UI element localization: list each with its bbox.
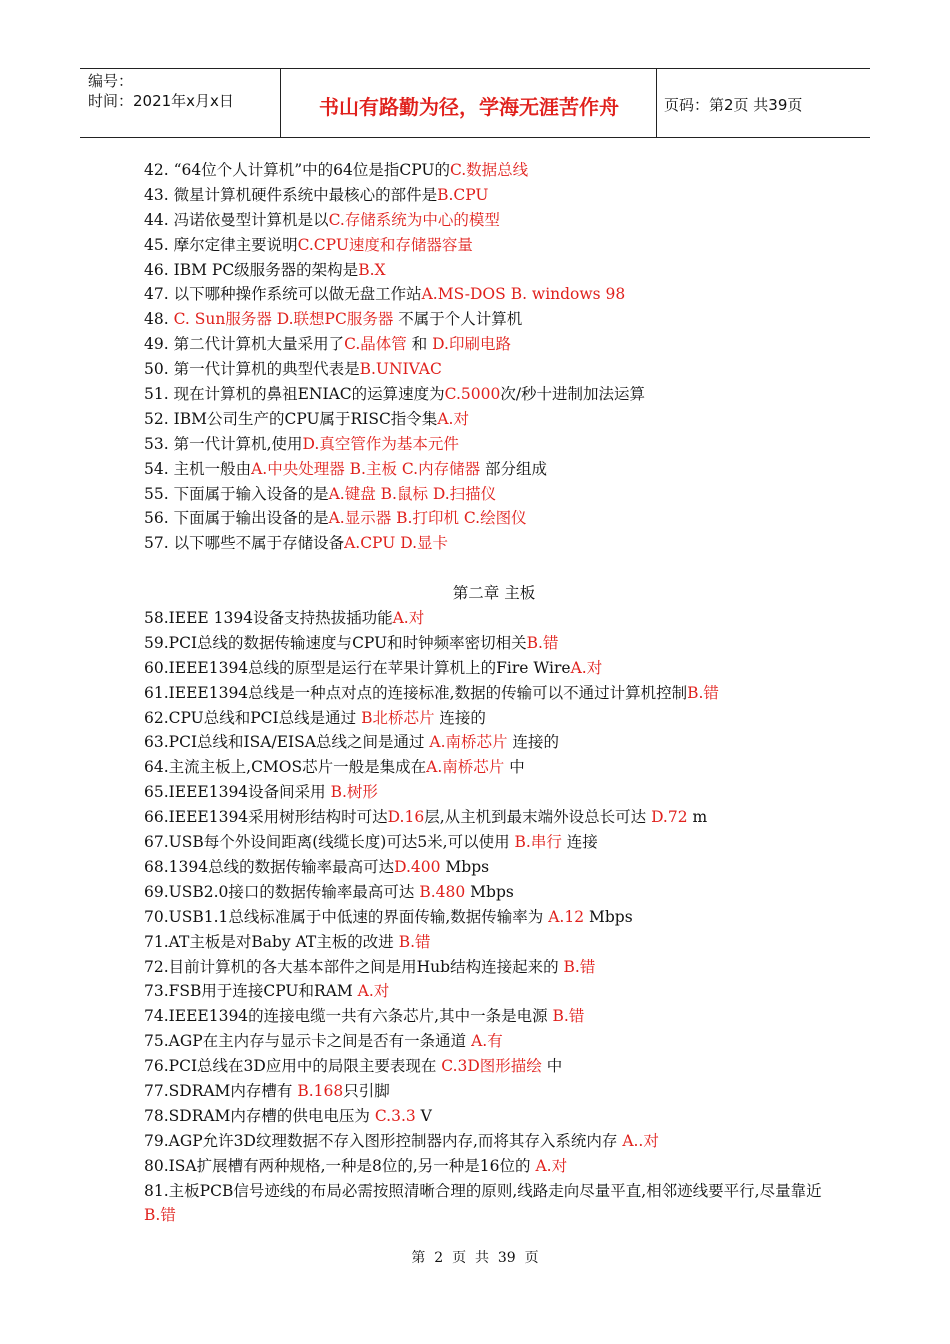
answer-text: C.晶体管 bbox=[344, 335, 407, 354]
question-line bbox=[144, 755, 824, 780]
answer-text: B.480 bbox=[419, 882, 466, 901]
question-line bbox=[144, 730, 824, 755]
question-line bbox=[144, 1129, 824, 1154]
question-text: 55. 下面属于输入设备的是 bbox=[144, 484, 329, 503]
question-line bbox=[144, 1029, 824, 1054]
question-text: 70.USB1.1总线标准属于中低速的界面传输,数据传输率为 bbox=[144, 907, 549, 926]
question-line bbox=[144, 1104, 824, 1129]
answer-text: C.5000 bbox=[444, 385, 501, 404]
question-text: 48. bbox=[144, 310, 174, 329]
question-text: 43. 微星计算机硬件系统中最核心的部件是 bbox=[144, 185, 438, 204]
question-text: 71.AT主板是对Baby AT主板的改进 bbox=[144, 932, 399, 951]
question-text: 62.CPU总线和PCI总线是通过 bbox=[144, 708, 362, 727]
question-line bbox=[144, 457, 824, 482]
answer-text: A.南桥芯片 bbox=[429, 733, 508, 752]
answer-text: B.UNIVAC bbox=[359, 360, 442, 379]
question-line bbox=[144, 706, 824, 731]
question-text: 56. 下面属于输出设备的是 bbox=[144, 509, 329, 528]
question-line bbox=[144, 1179, 824, 1229]
question-line bbox=[144, 208, 824, 233]
answer-text: A.MS-DOS B. windows 98 bbox=[421, 285, 626, 304]
question-line bbox=[144, 282, 824, 307]
question-line bbox=[144, 482, 824, 507]
answer-text: D.72 bbox=[651, 808, 688, 827]
answer-text: A.中央处理器 B.主板 C.内存储器 bbox=[251, 459, 481, 478]
question-line bbox=[144, 357, 824, 382]
question-line bbox=[144, 307, 824, 332]
question-line bbox=[144, 332, 824, 357]
question-line bbox=[144, 258, 824, 283]
answer-text: B.错 bbox=[563, 957, 596, 976]
answer-text: D.真空管作为基本元件 bbox=[302, 434, 459, 453]
answer-text: A..对 bbox=[622, 1131, 659, 1150]
question-text: 74.IEEE1394的连接电缆一共有六条芯片,其中一条是电源 bbox=[144, 1007, 553, 1026]
answer-text: A.对 bbox=[437, 409, 469, 428]
question-line bbox=[144, 407, 824, 432]
question-text: 层,从主机到最末端外设总长可达 bbox=[424, 808, 652, 827]
question-text: 79.AGP允许3D纹理数据不存入图形控制器内存,而将其存入系统内存 bbox=[144, 1131, 623, 1150]
question-text: 57. 以下哪些不属于存储设备 bbox=[144, 534, 345, 553]
answer-text: B.错 bbox=[552, 1007, 585, 1026]
answer-text: C.CPU速度和存储器容量 bbox=[297, 235, 473, 254]
question-text: 54. 主机一般由 bbox=[144, 459, 252, 478]
question-text: 52. IBM公司生产的CPU属于RISC指令集 bbox=[144, 409, 438, 428]
answer-text: B北桥芯片 bbox=[361, 708, 435, 727]
question-text: 只引脚 bbox=[343, 1081, 390, 1100]
answer-text: A.对 bbox=[535, 1156, 568, 1175]
question-line bbox=[144, 1004, 824, 1029]
answer-text: A.有 bbox=[471, 1032, 503, 1051]
question-text: 61.IEEE1394总线是一种点对点的连接标准,数据的传输可以不通过计算机控制 bbox=[144, 683, 688, 702]
question-text: 中 bbox=[504, 758, 525, 777]
answer-text: B.错 bbox=[144, 1206, 176, 1225]
answer-text: D.16 bbox=[387, 808, 425, 827]
answer-text: B.树形 bbox=[330, 783, 378, 802]
question-text: 60.IEEE1394总线的原型是运行在苹果计算机上的Fire Wire bbox=[144, 658, 571, 677]
answer-text: C.存储系统为中心的模型 bbox=[328, 210, 500, 229]
question-text: 80.ISA扩展槽有两种规格,一种是8位的,另一种是16位的 bbox=[144, 1156, 536, 1175]
answer-text: A.显示器 B.打印机 C.绘图仪 bbox=[328, 509, 527, 528]
question-line bbox=[144, 1054, 824, 1079]
answer-text: A.键盘 B.鼠标 D.扫描仪 bbox=[328, 484, 497, 503]
question-text: 78.SDRAM内存槽的供电电压为 bbox=[144, 1106, 375, 1125]
question-text: 77.SDRAM内存槽有 bbox=[144, 1081, 298, 1100]
answer-text: A.对 bbox=[570, 658, 603, 677]
answer-text: D.印刷电路 bbox=[432, 335, 511, 354]
question-text: 73.FSB用于连接CPU和RAM bbox=[144, 982, 358, 1001]
question-text: Mbps bbox=[584, 907, 633, 926]
question-line bbox=[144, 183, 824, 208]
question-line bbox=[144, 506, 824, 531]
header-left-cell bbox=[88, 71, 234, 111]
question-text: 81.主板PCB信号迹线的布局必需按照清晰合理的原则,线路走向尽量平直,相邻迹线要平行,尽量靠近 bbox=[144, 1181, 822, 1200]
page-footer: 第 2 页 共 39 页 bbox=[411, 1250, 539, 1266]
answer-text: C.数据总线 bbox=[449, 161, 529, 179]
question-text: 66.IEEE1394采用树形结构时可达 bbox=[144, 808, 388, 827]
question-line bbox=[144, 531, 824, 556]
question-text: 64.主流主板上,CMOS芯片一般是集成在 bbox=[144, 758, 427, 777]
question-text: 中 bbox=[541, 1057, 563, 1076]
answer-text: C. Sun服务器 D.联想PC服务器 bbox=[173, 310, 394, 329]
question-line bbox=[144, 233, 824, 258]
question-text: m bbox=[687, 808, 708, 827]
header-divider bbox=[280, 69, 281, 137]
question-text: 75.AGP在主内存与显示卡之间是否有一条通道 bbox=[144, 1032, 472, 1051]
question-line bbox=[144, 905, 824, 930]
question-line bbox=[144, 880, 824, 905]
question-text: Mbps bbox=[440, 857, 490, 876]
answer-text: D.400 bbox=[394, 857, 441, 876]
answer-text: C.3D图形描绘 bbox=[441, 1057, 542, 1076]
answer-text: B.168 bbox=[297, 1081, 344, 1100]
page-header bbox=[80, 68, 870, 138]
answer-text: A.对 bbox=[357, 982, 390, 1001]
question-text: 69.USB2.0接口的数据传输率最高可达 bbox=[144, 882, 420, 901]
question-text: 部分组成 bbox=[480, 459, 548, 478]
header-page-label: 页码：第2页 共39页 bbox=[664, 96, 803, 114]
question-line bbox=[144, 681, 824, 706]
question-text: 46. IBM PC级服务器的架构是 bbox=[144, 260, 359, 279]
answer-text: A.CPU D.显卡 bbox=[344, 534, 449, 553]
question-text: 49. 第二代计算机大量采用了 bbox=[144, 335, 345, 354]
question-line bbox=[144, 1154, 824, 1179]
header-time-label: 时间：2021年x月x日 bbox=[88, 92, 234, 110]
question-line bbox=[144, 382, 824, 407]
question-text: 51. 现在计算机的鼻祖ENIAC的运算速度为 bbox=[144, 385, 445, 404]
question-text: V bbox=[415, 1106, 432, 1125]
question-text: 45. 摩尔定律主要说明 bbox=[144, 235, 298, 254]
question-text: 65.IEEE1394设备间采用 bbox=[144, 783, 331, 802]
question-line bbox=[144, 606, 824, 631]
chapter-title: 第二章 主板 bbox=[452, 584, 536, 603]
header-code-label: 编号： bbox=[88, 72, 134, 90]
question-text: 50. 第一代计算机的典型代表是 bbox=[144, 360, 360, 379]
question-text: 44. 冯诺依曼型计算机是以 bbox=[144, 210, 329, 229]
header-divider bbox=[656, 69, 657, 137]
question-text: 76.PCI总线在3D应用中的局限主要表现在 bbox=[144, 1057, 442, 1076]
question-list bbox=[144, 158, 824, 1228]
answer-text: A.对 bbox=[392, 609, 425, 628]
question-text: 63.PCI总线和ISA/EISA总线之间是通过 bbox=[144, 733, 430, 752]
answer-text: B.串行 bbox=[514, 833, 562, 852]
answer-text: B.错 bbox=[526, 633, 559, 652]
header-motto: 书山有路勤为径，学海无涯苦作舟 bbox=[319, 95, 619, 119]
answer-text: B.CPU bbox=[437, 185, 489, 204]
question-line bbox=[144, 158, 824, 183]
question-line bbox=[144, 780, 824, 805]
question-text: 67.USB每个外设间距离(线缆长度)可达5米,可以使用 bbox=[144, 833, 515, 852]
answer-text: C.3.3 bbox=[374, 1106, 416, 1125]
answer-text: A.南桥芯片 bbox=[426, 758, 505, 777]
question-text: 和 bbox=[406, 335, 433, 354]
question-line bbox=[144, 1079, 824, 1104]
question-text: 68.1394总线的数据传输率最高可达 bbox=[144, 857, 395, 876]
question-line bbox=[144, 631, 824, 656]
question-line bbox=[144, 979, 824, 1004]
question-text: 47. 以下哪种操作系统可以做无盘工作站 bbox=[144, 285, 422, 304]
question-line bbox=[144, 930, 824, 955]
question-text: 连接的 bbox=[434, 708, 486, 727]
answer-text: B.错 bbox=[398, 932, 431, 951]
question-text: 59.PCI总线的数据传输速度与CPU和时钟频率密切相关 bbox=[144, 633, 527, 652]
question-text: 连接的 bbox=[507, 733, 559, 752]
question-text: 不属于个人计算机 bbox=[393, 310, 523, 329]
answer-text: A.12 bbox=[548, 907, 585, 926]
answer-text: B.X bbox=[358, 260, 386, 279]
question-line bbox=[144, 805, 824, 830]
question-text: 次/秒十进制加法运算 bbox=[500, 385, 646, 404]
question-text: Mbps bbox=[465, 882, 514, 901]
question-line bbox=[144, 955, 824, 980]
question-text: 53. 第一代计算机,使用 bbox=[144, 434, 303, 453]
question-text: 72.目前计算机的各大基本部件之间是用Hub结构连接起来的 bbox=[144, 957, 564, 976]
answer-text: B.错 bbox=[687, 683, 719, 702]
question-line bbox=[144, 855, 824, 880]
blank-line bbox=[144, 556, 824, 581]
question-line bbox=[144, 830, 824, 855]
question-line bbox=[144, 432, 824, 457]
question-line bbox=[144, 656, 824, 681]
question-text: 连接 bbox=[561, 833, 598, 852]
question-text: 58.IEEE 1394设备支持热拔插功能 bbox=[144, 609, 393, 628]
question-text: 42. “64位个人计算机”中的64位是指CPU的 bbox=[144, 161, 450, 179]
